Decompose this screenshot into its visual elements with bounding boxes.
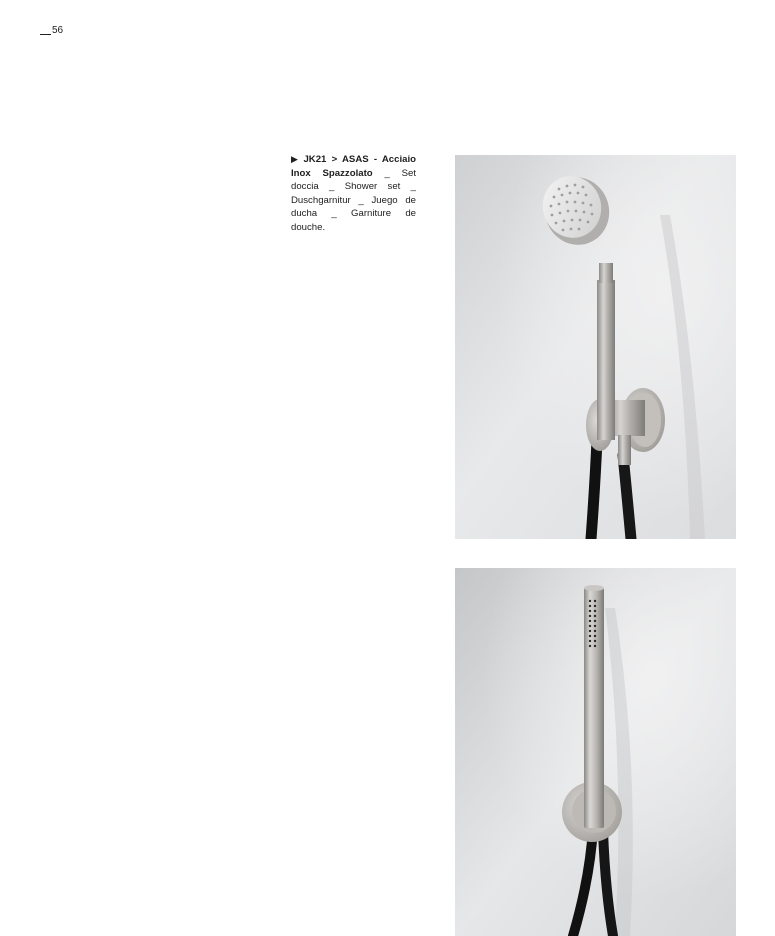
stick-hand-shower-photo: [455, 568, 736, 936]
product-caption: [291, 153, 416, 235]
page-number: [40, 25, 63, 36]
page-number-text: 56: [52, 25, 64, 36]
round-hand-shower-photo: [455, 155, 736, 539]
page-number-dash: [40, 34, 51, 36]
caption-arrow-icon: ▶: [291, 154, 301, 164]
product-description: _ Set doccia _ Shower set _ Duschgarnitur _ Juego de ducha _ Garniture de douche.: [291, 167, 416, 233]
product-code: JK21 > ASAS - Acciaio Inox Spazzolato: [291, 154, 417, 179]
